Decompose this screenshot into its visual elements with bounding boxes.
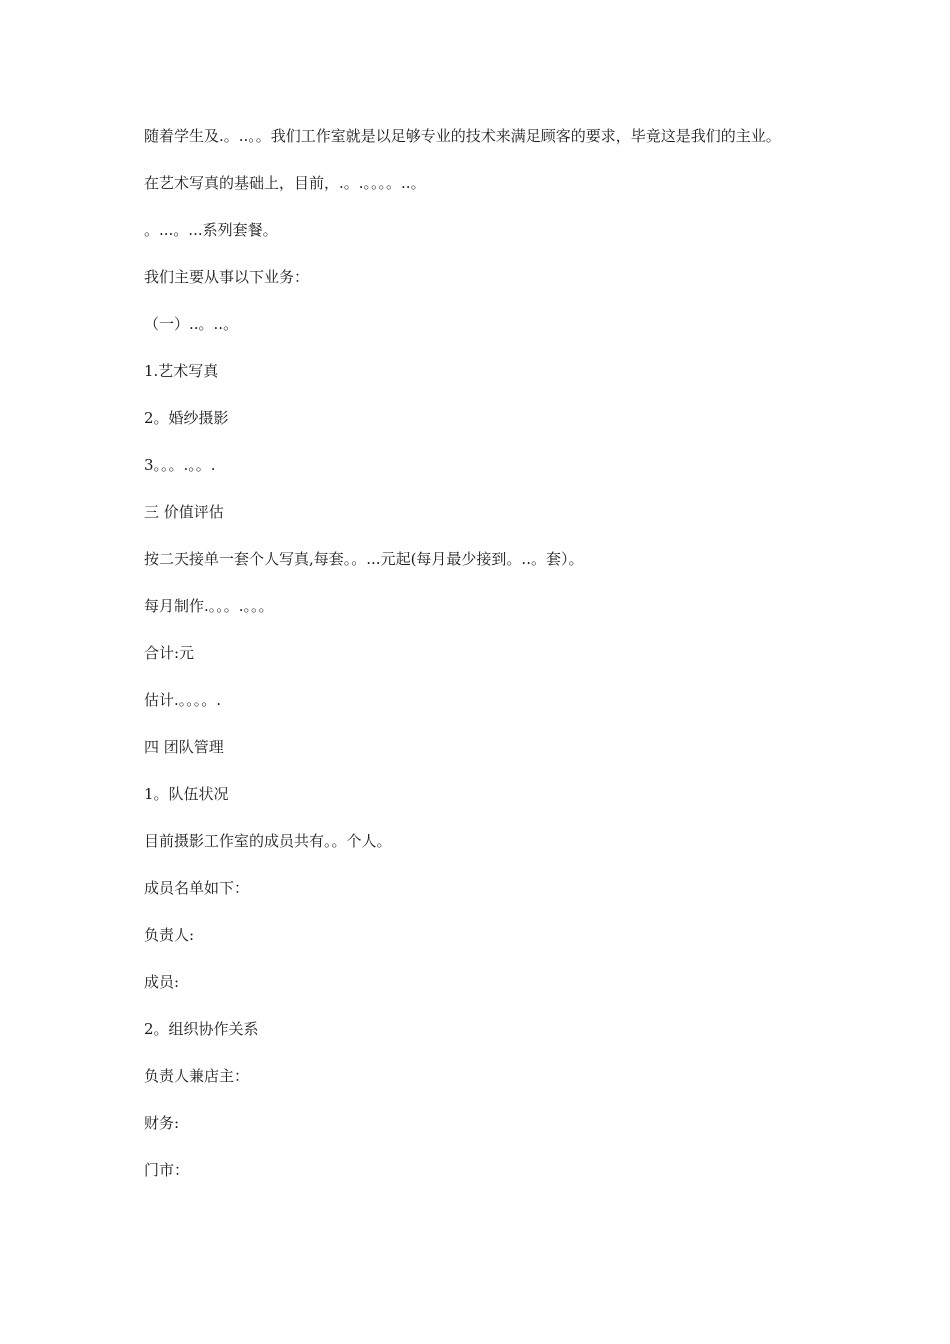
business-intro-paragraph: 我们主要从事以下业务： bbox=[144, 268, 310, 286]
storefront-label: 门市： bbox=[144, 1161, 190, 1179]
org-collaboration-heading: 2。组织协作关系 bbox=[144, 1020, 259, 1038]
total-paragraph: 合计:元 bbox=[144, 644, 195, 662]
lead-owner-label: 负责人兼店主： bbox=[144, 1067, 250, 1085]
list-item-wedding-photo: 2。婚纱摄影 bbox=[144, 409, 229, 427]
list-item-three: 3。。。.。。. bbox=[144, 456, 216, 474]
package-series-paragraph: 。...。...系列套餐。 bbox=[144, 221, 278, 239]
list-item-art-photo: 1.艺术写真 bbox=[144, 362, 219, 380]
monthly-production-paragraph: 每月制作.。。。.。。。 bbox=[144, 597, 274, 615]
section-one-heading: （一）..。..。 bbox=[144, 315, 239, 333]
section-team-management-heading: 四 团队管理 bbox=[144, 738, 224, 756]
lead-label: 负责人: bbox=[144, 926, 195, 944]
section-value-assessment-heading: 三 价值评估 bbox=[144, 503, 224, 521]
finance-label: 财务: bbox=[144, 1114, 180, 1132]
member-count-paragraph: 目前摄影工作室的成员共有。。个人。 bbox=[144, 832, 392, 850]
members-label: 成员: bbox=[144, 973, 180, 991]
team-status-heading: 1。队伍状况 bbox=[144, 785, 229, 803]
art-photo-paragraph: 在艺术写真的基础上，目前，.。.。。。。..。 bbox=[144, 174, 426, 192]
document-body bbox=[144, 124, 814, 1205]
member-list-label: 成员名单如下： bbox=[144, 879, 250, 897]
intro-paragraph: 随着学生及.。..。。我们工作室就是以足够专业的技术来满足顾客的要求，毕竟这是我们的主业。 bbox=[144, 127, 781, 145]
estimate-paragraph: 估计.。。。。. bbox=[144, 691, 222, 709]
pricing-paragraph: 按二天接单一套个人写真,每套。。...元起(每月最少接到。..。套）。 bbox=[144, 550, 584, 568]
